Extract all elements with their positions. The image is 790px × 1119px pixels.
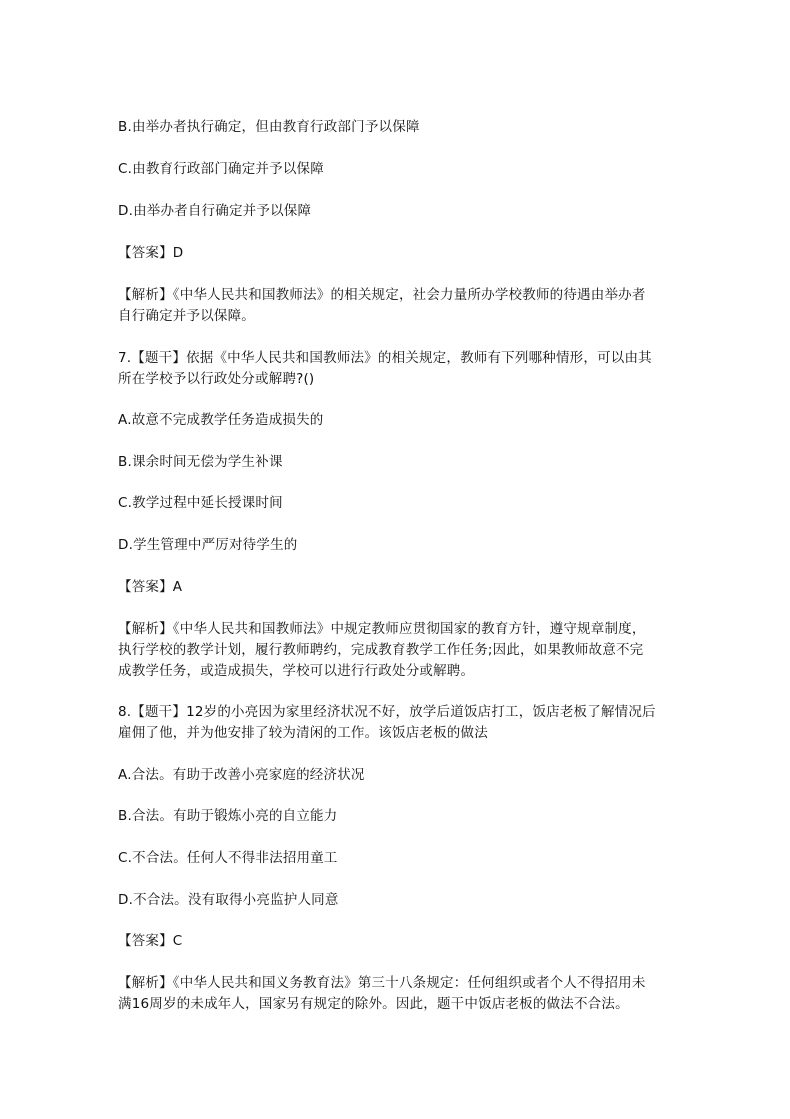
analysis-q8-line1: 【解析】《中华人民共和国义务教育法》第三十八条规定：任何组织或者个人不得招用未 bbox=[118, 975, 646, 991]
answer-q7: 【答案】A bbox=[118, 579, 183, 595]
option-d-q8: D.不合法。没有取得小亮监护人同意 bbox=[118, 892, 339, 908]
question-7-line2: 所在学校予以行政处分或解聘?() bbox=[118, 371, 315, 387]
option-b-q8: B.合法。有助于锻炼小亮的自立能力 bbox=[118, 808, 338, 824]
option-d-q7: D.学生管理中严厉对待学生的 bbox=[118, 537, 298, 553]
answer-q8: 【答案】C bbox=[118, 933, 183, 949]
question-8-line2: 雇佣了他，并为他安排了较为清闲的工作。该饭店老板的做法 bbox=[118, 725, 488, 741]
analysis-q7-line2: 执行学校的教学计划，履行教师聘约，完成教育教学工作任务;因此，如果教师故意不完 bbox=[118, 642, 644, 658]
analysis-q6-line1: 【解析】《中华人民共和国教师法》的相关规定，社会力量所办学校教师的待遇由举办者 bbox=[118, 287, 646, 303]
option-c-q7: C.教学过程中延长授课时间 bbox=[118, 495, 283, 511]
analysis-q8-line2: 满16周岁的未成年人，国家另有规定的除外。因此，题干中饭店老板的做法不合法。 bbox=[118, 996, 629, 1012]
option-c-q6: C.由教育行政部门确定并予以保障 bbox=[118, 161, 324, 177]
answer-q6: 【答案】D bbox=[118, 245, 184, 261]
option-a-q7: A.故意不完成教学任务造成损失的 bbox=[118, 412, 324, 428]
option-d-q6: D.由举办者自行确定并予以保障 bbox=[118, 203, 312, 219]
analysis-q6-line2: 自行确定并予以保障。 bbox=[118, 308, 255, 324]
question-7-line1: 7.【题干】依据《中华人民共和国教师法》的相关规定，教师有下列哪种情形，可以由其 bbox=[118, 350, 652, 366]
option-b-q6: B.由举办者执行确定，但由教育行政部门予以保障 bbox=[118, 119, 420, 135]
option-a-q8: A.合法。有助于改善小亮家庭的经济状况 bbox=[118, 767, 365, 783]
option-b-q7: B.课余时间无偿为学生补课 bbox=[118, 454, 283, 470]
analysis-q7-line3: 成教学任务，或造成损失，学校可以进行行政处分或解聘。 bbox=[118, 663, 475, 679]
option-c-q8: C.不合法。任何人不得非法招用童工 bbox=[118, 850, 338, 866]
analysis-q7-line1: 【解析】《中华人民共和国教师法》中规定教师应贯彻国家的教育方针，遵守规章制度， bbox=[118, 621, 646, 637]
question-8-line1: 8.【题干】12岁的小亮因为家里经济状况不好，放学后道饭店打工，饭店老板了解情况后 bbox=[118, 704, 656, 720]
